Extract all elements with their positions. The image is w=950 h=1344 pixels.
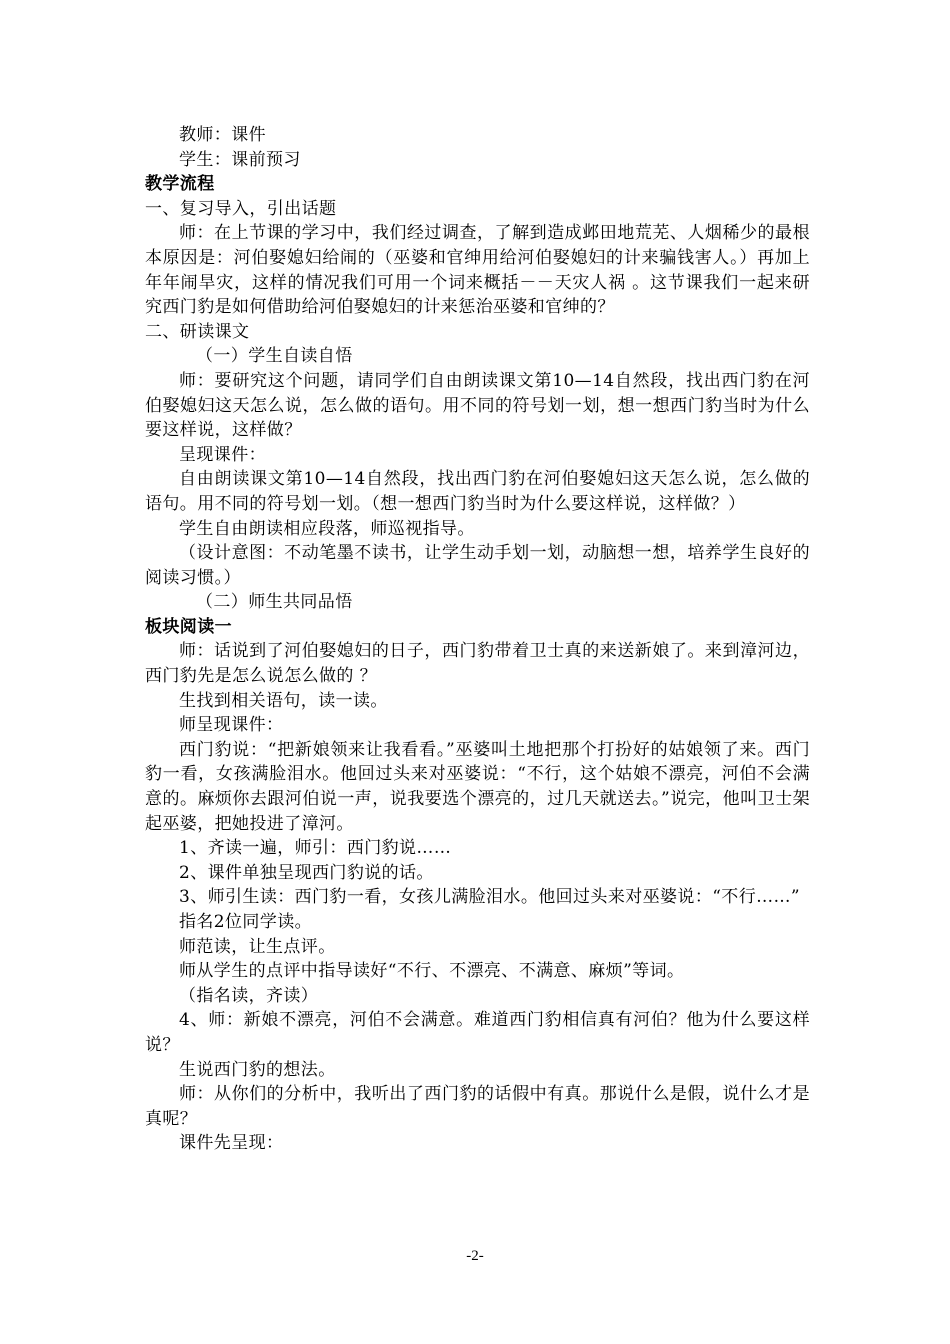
student-prep-line: 学生：课前预习 — [179, 149, 301, 170]
page-number: -2- — [466, 1248, 484, 1264]
teacher-prep-line: 教师：课件 — [179, 125, 266, 145]
subsection-self-study: （一）学生自读自悟 — [196, 346, 353, 367]
paragraph-step-2: 2、课件单独呈现西门豹说的话。 — [179, 862, 434, 883]
paragraph-wedding-day: 师：话说到了河伯娶媳妇的日子，西门豹带着卫士真的来送新娘了。来到漳河边，西门豹先是怎么说怎么做的 ？ — [145, 641, 810, 687]
block-reading-heading: 板块阅读一 — [145, 616, 232, 637]
paragraph-design-intent: （设计意图：不动笔墨不读书，让学生动手划一划，动脑想一想，培养学生良好的阅读习惯。） — [145, 543, 810, 588]
teaching-flow-heading: 教学流程 — [145, 174, 215, 195]
paragraph-read-aloud: （指名读，齐读） — [179, 985, 319, 1006]
paragraph-intro: 师：在上节课的学习中，我们经过调查，了解到造成邺田地荒芜、人烟稀少的最根本原因是：河伯娶媳妇给闹的（巫婆和官绅用给河伯娶媳妇的计来骗钱害人。）再加上年年闹旱灾，这样的情况我们可用一个词来概括－－天灾人祸 。这节课我们一起来研究西门豹是如何借助给河伯娶媳妇的计来惩治巫婆和官绅的？ — [145, 223, 810, 318]
subsection-shared-study: （二）师生共同品悟 — [196, 592, 353, 613]
section-study-heading: 二、研读课文 — [145, 321, 250, 342]
paragraph-student-thoughts: 生说西门豹的想法。 — [179, 1059, 336, 1080]
paragraph-story-excerpt: 西门豹说：“把新娘领来让我看看。”巫婆叫土地把那个打扮好的姑娘领了来。西门豹一看，女孩满脸泪水。他回过头来对巫婆说：“不行，这个姑娘不漂亮，河伯不会满意的。麻烦你去跟河伯说一声，说我要选个漂亮的，过几天就送去。”说完，他叫卫士架起巫婆，把她投进了漳河。 — [145, 739, 810, 834]
paragraph-courseware-task: 自由朗读课文第10—14自然段，找出西门豹在河伯娶媳妇这天怎么说，怎么做的语句。用不同的符号划一划。（想一想西门豹当时为什么要这样说，这样做？） — [145, 469, 810, 514]
paragraph-model-reading: 师范读，让生点评。 — [179, 936, 336, 957]
paragraph-task: 师：要研究这个问题，请同学们自由朗读课文第10—14自然段，找出西门豹在河伯娶媳妇这天怎么说，怎么做的语句。用不同的符号划一划，想一想西门豹当时为什么要这样说，这样做？ — [145, 370, 810, 441]
paragraph-true-false: 师：从你们的分析中，我听出了西门豹的话假中有真。那说什么是假，说什么才是真呢？ — [145, 1084, 810, 1129]
paragraph-step-1: 1、齐读一遍，师引：西门豹说…… — [179, 838, 452, 859]
paragraph-students-read: 学生自由朗读相应段落，师巡视指导。 — [179, 518, 475, 539]
paragraph-find-sentences: 生找到相关语句，读一读。 — [179, 690, 388, 711]
paragraph-step-4: 4、师：新娘不漂亮，河伯不会满意。难道西门豹相信真有河伯？他为什么要这样说？ — [145, 1010, 810, 1055]
document-page — [145, 123, 810, 1156]
paragraph-teacher-shows: 师呈现课件： — [179, 715, 284, 736]
section-review-heading: 一、复习导入，引出话题 — [145, 198, 337, 219]
paragraph-step-3: 3、师引生读：西门豹一看，女孩儿满脸泪水。他回过头来对巫婆说：“不行……” — [179, 887, 800, 908]
paragraph-show-courseware: 呈现课件： — [179, 444, 266, 465]
paragraph-guided-words: 师从学生的点评中指导读好“不行、不漂亮、不满意、麻烦”等词。 — [179, 961, 685, 982]
paragraph-courseware-first: 课件先呈现： — [179, 1133, 284, 1154]
paragraph-name-two: 指名2位同学读。 — [179, 912, 313, 932]
